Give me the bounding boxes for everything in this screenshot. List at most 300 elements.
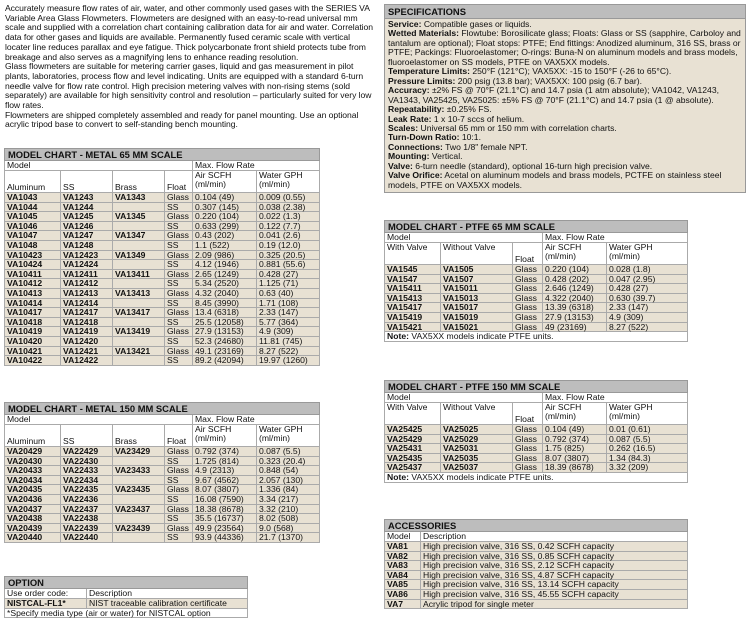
table-cell: VA12412 <box>61 279 113 289</box>
table-cell: SS <box>165 456 193 466</box>
model-chart-ptfe-150 <box>384 380 688 483</box>
spec-label: Turn-Down Ratio: <box>388 132 460 143</box>
table-cell: SS <box>165 533 193 543</box>
table-cell: VA86 <box>385 589 421 599</box>
table-cell: VA10411 <box>5 269 61 279</box>
table-row <box>385 312 688 322</box>
table-note <box>385 472 688 482</box>
table-cell: VA1044 <box>5 202 61 212</box>
table-cell: Glass <box>513 274 543 284</box>
table-cell: Glass <box>513 265 543 275</box>
table-cell: VA12421 <box>61 346 113 356</box>
table-cell: VA1047 <box>5 231 61 241</box>
table-cell: VA10420 <box>5 336 61 346</box>
table-row <box>385 561 688 571</box>
spec-item <box>388 29 742 67</box>
table-cell: VA12418 <box>61 317 113 327</box>
spec-value: Two 1/8" female NPT. <box>445 141 528 152</box>
table-cell: 4.32 (2040) <box>193 288 257 298</box>
col-header: Model <box>385 532 421 542</box>
col-header: Aluminum <box>5 171 61 193</box>
table-cell: SS <box>165 336 193 346</box>
table-cell: VA25025 <box>441 425 513 435</box>
table-cell: Glass <box>513 322 543 332</box>
table-cell: Glass <box>165 212 193 222</box>
table-cell: VA1505 <box>441 265 513 275</box>
table-cell: VA10412 <box>5 279 61 289</box>
table-cell: High precision valve, 316 SS, 0.42 SCFH capacity <box>421 542 688 552</box>
table-cell: 0.262 (16.5) <box>607 444 688 454</box>
table-cell: VA82 <box>385 551 421 561</box>
table-title: MODEL CHART - METAL 65 MM SCALE <box>5 149 320 161</box>
table-cell: VA13417 <box>113 308 165 318</box>
table-cell: VA23439 <box>113 523 165 533</box>
table-cell: 0.63 (40) <box>257 288 320 298</box>
table-cell: VA1347 <box>113 231 165 241</box>
spec-item <box>388 171 742 190</box>
table-cell: 0.041 (2.6) <box>257 231 320 241</box>
table-row <box>5 336 320 346</box>
table-cell: VA20439 <box>5 523 61 533</box>
table-cell: VA12423 <box>61 250 113 260</box>
table-cell: Glass <box>513 284 543 294</box>
table-cell: 0.087 (5.5) <box>607 434 688 444</box>
table-cell: Glass <box>165 504 193 514</box>
table-cell <box>113 494 165 504</box>
col-header: Air SCFH (ml/min) <box>543 403 607 425</box>
table-cell: 0.220 (104) <box>193 212 257 222</box>
table-cell: 1.125 (71) <box>257 279 320 289</box>
table-cell: VA20434 <box>5 475 61 485</box>
table-title: MODEL CHART - PTFE 65 MM SCALE <box>385 221 688 233</box>
table-row <box>385 284 688 294</box>
table-cell: 0.792 (374) <box>543 434 607 444</box>
table-cell: Glass <box>513 312 543 322</box>
table-cell: High precision valve, 316 SS, 13.14 SCFH capacity <box>421 580 688 590</box>
table-cell: 0.428 (27) <box>257 269 320 279</box>
spec-value: Flowtube: Borosilicate glass; Floats: Glass or SS (sapphire, Carboloy and tantalum are optional); Float stops: PTFE; End fittings: Anodized aluminum, 316 SS, brass or PTFE; Packings: Fluoroelastomer; O-rings: Buna-N on aluminum models and brass models, fluoroelastomer on SS models, PTFE on VAX5XX models. <box>388 28 741 67</box>
table-cell: SS <box>165 240 193 250</box>
table-cell: VA1246 <box>61 221 113 231</box>
table-cell: VA1045 <box>5 212 61 222</box>
table-cell: 16.08 (7590) <box>193 494 257 504</box>
table-row <box>5 327 320 337</box>
table-cell: VA1507 <box>441 274 513 284</box>
spec-item <box>388 86 742 105</box>
table-cell: VA15021 <box>441 322 513 332</box>
spec-label: Valve Orifice: <box>388 170 443 181</box>
table-cell: 1.34 (84.3) <box>607 453 688 463</box>
table-cell: 3.34 (217) <box>257 494 320 504</box>
intro-paragraph: Flowmeters are shipped completely assembled and ready for panel mounting. Use an optional acrylic tripod base to convert to self-standing bench mounting. <box>5 109 359 130</box>
spec-value: ±2% FS @ 70°F (21.1°C) and 14.7 psia (1 atm absolute); VA1042, VA1243, VA1343, VA25425, VA25025: ±5% FS @ 70°F (21.1°C) and 14.7 psia (1 @ absolute). <box>388 85 719 105</box>
table-cell: Glass <box>165 327 193 337</box>
table-cell: Glass <box>165 250 193 260</box>
table-cell: 2.646 (1249) <box>543 284 607 294</box>
table-cell: SS <box>165 514 193 524</box>
accessories-table <box>384 519 688 609</box>
table-cell: 0.43 (202) <box>193 231 257 241</box>
table-cell: VA23437 <box>113 504 165 514</box>
table-cell: VA1349 <box>113 250 165 260</box>
max-flow-header: Max. Flow Rate <box>543 233 688 243</box>
table-cell: 5.34 (2520) <box>193 279 257 289</box>
table-cell: 13.39 (6318) <box>543 303 607 313</box>
table-cell: SS <box>165 221 193 231</box>
table-cell: 0.038 (2.38) <box>257 202 320 212</box>
table-cell: 9.67 (4562) <box>193 475 257 485</box>
note-label: Note: <box>387 331 409 342</box>
table-cell: Glass <box>165 346 193 356</box>
table-row <box>385 425 688 435</box>
spec-label: Mounting: <box>388 151 430 162</box>
col-header: Use order code: <box>5 589 87 599</box>
table-cell: 3.32 (209) <box>607 463 688 473</box>
table-cell: VA13419 <box>113 327 165 337</box>
table-cell: VA83 <box>385 561 421 571</box>
table-cell: 2.33 (147) <box>257 308 320 318</box>
table-cell: VA15013 <box>441 293 513 303</box>
model-chart-ptfe-65 <box>384 220 688 342</box>
table-cell: 0.307 (145) <box>193 202 257 212</box>
table-cell: 4.9 (309) <box>607 312 688 322</box>
spec-label: Pressure Limits: <box>388 75 456 86</box>
table-cell: SS <box>165 298 193 308</box>
table-cell: 27.9 (13153) <box>193 327 257 337</box>
table-row <box>5 279 320 289</box>
model-chart-metal-65 <box>4 148 320 366</box>
table-cell: VA1547 <box>385 274 441 284</box>
table-cell: 8.07 (3807) <box>543 453 607 463</box>
table-cell: VA20430 <box>5 456 61 466</box>
table-cell: VA25435 <box>385 453 441 463</box>
table-cell: VA22433 <box>61 466 113 476</box>
max-flow-header: Max. Flow Rate <box>193 415 320 425</box>
table-cell: VA22437 <box>61 504 113 514</box>
table-cell: Glass <box>513 434 543 444</box>
table-cell: 1.1 (522) <box>193 240 257 250</box>
table-cell: High precision valve, 316 SS, 0.85 SCFH capacity <box>421 551 688 561</box>
table-cell: VA1343 <box>113 193 165 203</box>
table-cell: VA22429 <box>61 447 113 457</box>
table-cell: 27.9 (13153) <box>543 312 607 322</box>
table-cell: VA22434 <box>61 475 113 485</box>
table-cell: VA25035 <box>441 453 513 463</box>
table-row <box>5 466 320 476</box>
table-cell: 4.9 (2313) <box>193 466 257 476</box>
table-cell: VA13413 <box>113 288 165 298</box>
table-cell: SS <box>165 475 193 485</box>
intro-text <box>5 4 373 130</box>
table-cell: VA10421 <box>5 346 61 356</box>
table-cell: VA1245 <box>61 212 113 222</box>
table-cell: VA25037 <box>441 463 513 473</box>
table-cell: 49.1 (23169) <box>193 346 257 356</box>
table-cell: VA81 <box>385 542 421 552</box>
table-cell: Glass <box>165 485 193 495</box>
table-cell: 49.9 (23564) <box>193 523 257 533</box>
table-cell: 89.2 (42094) <box>193 356 257 366</box>
table-cell: 19.97 (1260) <box>257 356 320 366</box>
table-title: OPTION <box>5 577 248 589</box>
table-cell: 0.022 (1.3) <box>257 212 320 222</box>
table-cell: VA1247 <box>61 231 113 241</box>
max-flow-header: Max. Flow Rate <box>193 161 320 171</box>
table-cell: VA25029 <box>441 434 513 444</box>
table-cell: High precision valve, 316 SS, 45.55 SCFH capacity <box>421 589 688 599</box>
table-cell: 8.02 (508) <box>257 514 320 524</box>
spec-label: Accuracy: <box>388 85 430 96</box>
table-cell: Glass <box>513 453 543 463</box>
table-cell: 4.12 (1946) <box>193 260 257 270</box>
table-row <box>385 265 688 275</box>
max-flow-header: Max. Flow Rate <box>543 393 688 403</box>
table-cell: 1.71 (108) <box>257 298 320 308</box>
table-cell: VA23435 <box>113 485 165 495</box>
model-header: Model <box>5 161 193 171</box>
table-cell: VA22438 <box>61 514 113 524</box>
table-cell: VA7 <box>385 599 421 609</box>
col-header: SS <box>61 425 113 447</box>
table-cell: VA15421 <box>385 322 441 332</box>
table-cell <box>113 533 165 543</box>
table-cell: VA23433 <box>113 466 165 476</box>
col-header: Float <box>513 243 543 265</box>
table-cell: 0.220 (104) <box>543 265 607 275</box>
table-cell: VA10424 <box>5 260 61 270</box>
spec-label: Leak Rate: <box>388 113 432 124</box>
table-cell: VA12413 <box>61 288 113 298</box>
table-row <box>385 589 688 599</box>
col-header: Water GPH (ml/min) <box>257 171 320 193</box>
table-cell: 0.01 (0.61) <box>607 425 688 435</box>
table-cell: Glass <box>513 303 543 313</box>
table-cell: VA10422 <box>5 356 61 366</box>
table-row <box>5 447 320 457</box>
table-cell: 0.633 (299) <box>193 221 257 231</box>
spec-value: ±0.25% FS. <box>446 104 492 115</box>
table-cell: 18.39 (8678) <box>543 463 607 473</box>
specifications-panel <box>384 4 746 193</box>
table-row <box>5 308 320 318</box>
table-cell: VA1048 <box>5 240 61 250</box>
table-cell <box>113 356 165 366</box>
table-cell: 2.65 (1249) <box>193 269 257 279</box>
model-header: Model <box>385 393 543 403</box>
table-row <box>5 240 320 250</box>
table-cell: VA1046 <box>5 221 61 231</box>
table-cell: VA10423 <box>5 250 61 260</box>
table-cell: 9.0 (568) <box>257 523 320 533</box>
table-cell: 0.047 (2.95) <box>607 274 688 284</box>
spec-value: 250°F (121°C); VAX5XX: -15 to 150°F (-26 to 65°C). <box>472 66 672 77</box>
table-cell: VA12424 <box>61 260 113 270</box>
table-cell: VA22436 <box>61 494 113 504</box>
spec-value: 6-turn needle (standard), optional 16-turn high precision valve. <box>415 160 653 171</box>
table-cell: Acrylic tripod for single meter <box>421 599 688 609</box>
col-header: Water GPH (ml/min) <box>257 425 320 447</box>
table-cell: VA15411 <box>385 284 441 294</box>
table-cell: 0.028 (1.8) <box>607 265 688 275</box>
table-cell: Glass <box>165 269 193 279</box>
table-cell: SS <box>165 260 193 270</box>
table-cell: VA10417 <box>5 308 61 318</box>
table-cell: 0.630 (39.7) <box>607 293 688 303</box>
table-cell: VA25437 <box>385 463 441 473</box>
table-cell: 2.09 (986) <box>193 250 257 260</box>
intro-paragraph: Accurately measure flow rates of air, water, and other commonly used gases with the SERIES VA Variable Area Glass Flowmeters. Flowmeters are designed with an easy-to-read universal mm scale and supplied with a correlation chart containing calibration data for air and water. Correlation data for other gases and liquids are available. Permanently fused ceramic scale with vertical locater line reduces parallax and eye fatigue. Thick polycarbonate front shield protects tube from breakage and also serves as a magnifying lens to enhance reading resolution. <box>5 3 373 62</box>
table-cell: 0.122 (7.7) <box>257 221 320 231</box>
table-cell: 8.45 (3990) <box>193 298 257 308</box>
table-cell: 49 (23169) <box>543 322 607 332</box>
model-header: Model <box>385 233 543 243</box>
table-cell: 35.5 (16737) <box>193 514 257 524</box>
col-header: Air SCFH (ml/min) <box>193 425 257 447</box>
specifications-title: SPECIFICATIONS <box>385 5 745 19</box>
table-cell: Glass <box>165 231 193 241</box>
table-cell: 0.323 (20.4) <box>257 456 320 466</box>
table-cell: VA15419 <box>385 312 441 322</box>
table-cell: VA20440 <box>5 533 61 543</box>
table-cell: 0.428 (202) <box>543 274 607 284</box>
table-cell: 1.725 (814) <box>193 456 257 466</box>
table-cell: 0.087 (5.5) <box>257 447 320 457</box>
table-cell: VA12414 <box>61 298 113 308</box>
table-cell: Glass <box>513 425 543 435</box>
table-cell: 0.848 (54) <box>257 466 320 476</box>
table-cell: 11.81 (745) <box>257 336 320 346</box>
table-row <box>5 494 320 504</box>
col-header: Float <box>513 403 543 425</box>
model-header: Model <box>5 415 193 425</box>
table-cell: VA20437 <box>5 504 61 514</box>
table-cell: VA15017 <box>441 303 513 313</box>
table-cell: 93.9 (44336) <box>193 533 257 543</box>
table-cell: 52.3 (24680) <box>193 336 257 346</box>
table-cell: VA25429 <box>385 434 441 444</box>
spec-value: 1 x 10-7 sccs of helium. <box>433 113 525 124</box>
spec-value: Vertical. <box>431 151 463 162</box>
table-cell: VA22435 <box>61 485 113 495</box>
table-cell: 8.27 (522) <box>607 322 688 332</box>
table-cell: VA12420 <box>61 336 113 346</box>
table-cell: VA20438 <box>5 514 61 524</box>
table-cell: VA25031 <box>441 444 513 454</box>
note-label: Note: <box>387 471 409 482</box>
col-header: With Valve <box>385 243 441 265</box>
table-cell: 2.057 (130) <box>257 475 320 485</box>
table-cell: 8.07 (3807) <box>193 485 257 495</box>
table-cell: VA22430 <box>61 456 113 466</box>
note-text: VAX5XX models indicate PTFE units. <box>411 331 554 342</box>
option-note: *Specify media type (air or water) for NISTCAL option <box>5 608 248 618</box>
table-cell: 0.325 (20.5) <box>257 250 320 260</box>
table-row <box>385 599 688 609</box>
table-cell: VA1244 <box>61 202 113 212</box>
table-cell: VA22439 <box>61 523 113 533</box>
table-cell: VA25431 <box>385 444 441 454</box>
table-cell: VA25425 <box>385 425 441 435</box>
spec-label: Valve: <box>388 160 413 171</box>
col-header: Brass <box>113 425 165 447</box>
table-row <box>5 514 320 524</box>
col-header: Air SCFH (ml/min) <box>193 171 257 193</box>
col-header: Without Valve <box>441 403 513 425</box>
table-cell: VA12411 <box>61 269 113 279</box>
table-cell: VA1345 <box>113 212 165 222</box>
table-cell: Glass <box>513 444 543 454</box>
table-cell: Glass <box>513 293 543 303</box>
col-header: Air SCFH (ml/min) <box>543 243 607 265</box>
table-cell: 0.792 (374) <box>193 447 257 457</box>
table-cell: VA15417 <box>385 303 441 313</box>
table-row <box>5 599 248 609</box>
table-cell: 8.27 (522) <box>257 346 320 356</box>
option-table <box>4 576 248 618</box>
table-cell: VA12417 <box>61 308 113 318</box>
table-cell: NISTCAL-FL1* <box>5 599 87 609</box>
table-cell: 4.322 (2040) <box>543 293 607 303</box>
col-header: Aluminum <box>5 425 61 447</box>
table-title: ACCESSORIES <box>385 520 688 532</box>
table-row <box>5 193 320 203</box>
table-cell: VA13421 <box>113 346 165 356</box>
spec-value: Acetal on aluminum models and brass models, PCTFE on stainless steel models, PTFE on VAX5XX models. <box>388 170 722 190</box>
spec-label: Wetted Materials: <box>388 28 459 39</box>
table-cell: VA10419 <box>5 327 61 337</box>
col-header: Description <box>421 532 688 542</box>
table-cell: VA1043 <box>5 193 61 203</box>
table-cell: VA15019 <box>441 312 513 322</box>
table-row <box>5 356 320 366</box>
col-header: Brass <box>113 171 165 193</box>
spec-label: Connections: <box>388 141 443 152</box>
table-cell: 2.33 (147) <box>607 303 688 313</box>
table-note <box>385 332 688 342</box>
table-cell: 18.38 (8678) <box>193 504 257 514</box>
table-row <box>385 542 688 552</box>
table-cell: VA1243 <box>61 193 113 203</box>
table-cell: VA20436 <box>5 494 61 504</box>
table-cell: 13.4 (6318) <box>193 308 257 318</box>
table-cell: VA10418 <box>5 317 61 327</box>
intro-paragraph: Glass flowmeters are suitable for metering carrier gases, liquid and gas measurement in pilot plants, laboratories, process flow and level indicating. Units are equipped with a standard 6-turn needle valve for flow rate control. High precision metering valves with non-rising stems (sold separately) are available for high sensitivity control and resolution – particularly suited for very low flow rates. <box>5 61 372 111</box>
table-cell: High precision valve, 316 SS, 4.87 SCFH capacity <box>421 570 688 580</box>
table-cell: NIST traceable calibration certificate <box>87 599 248 609</box>
table-cell: VA20433 <box>5 466 61 476</box>
col-header: Description <box>87 589 248 599</box>
table-cell: 0.104 (49) <box>543 425 607 435</box>
table-cell: VA10414 <box>5 298 61 308</box>
table-cell: 1.336 (84) <box>257 485 320 495</box>
table-cell: Glass <box>165 288 193 298</box>
table-cell: High precision valve, 316 SS, 2.12 SCFH capacity <box>421 561 688 571</box>
col-header: With Valve <box>385 403 441 425</box>
table-cell: VA13411 <box>113 269 165 279</box>
specifications-content <box>385 19 745 192</box>
table-cell: SS <box>165 356 193 366</box>
table-cell: 0.881 (55.6) <box>257 260 320 270</box>
spec-label: Service: <box>388 19 422 29</box>
spec-value: Universal 65 mm or 150 mm with correlation charts. <box>420 122 617 133</box>
table-cell: Glass <box>165 193 193 203</box>
spec-value: Compatible gases or liquids. <box>423 19 532 29</box>
spec-label: Scales: <box>388 122 419 133</box>
table-cell: 3.32 (210) <box>257 504 320 514</box>
table-cell: 4.9 (309) <box>257 327 320 337</box>
table-cell: 0.009 (0.55) <box>257 193 320 203</box>
table-cell: 0.19 (12.0) <box>257 240 320 250</box>
